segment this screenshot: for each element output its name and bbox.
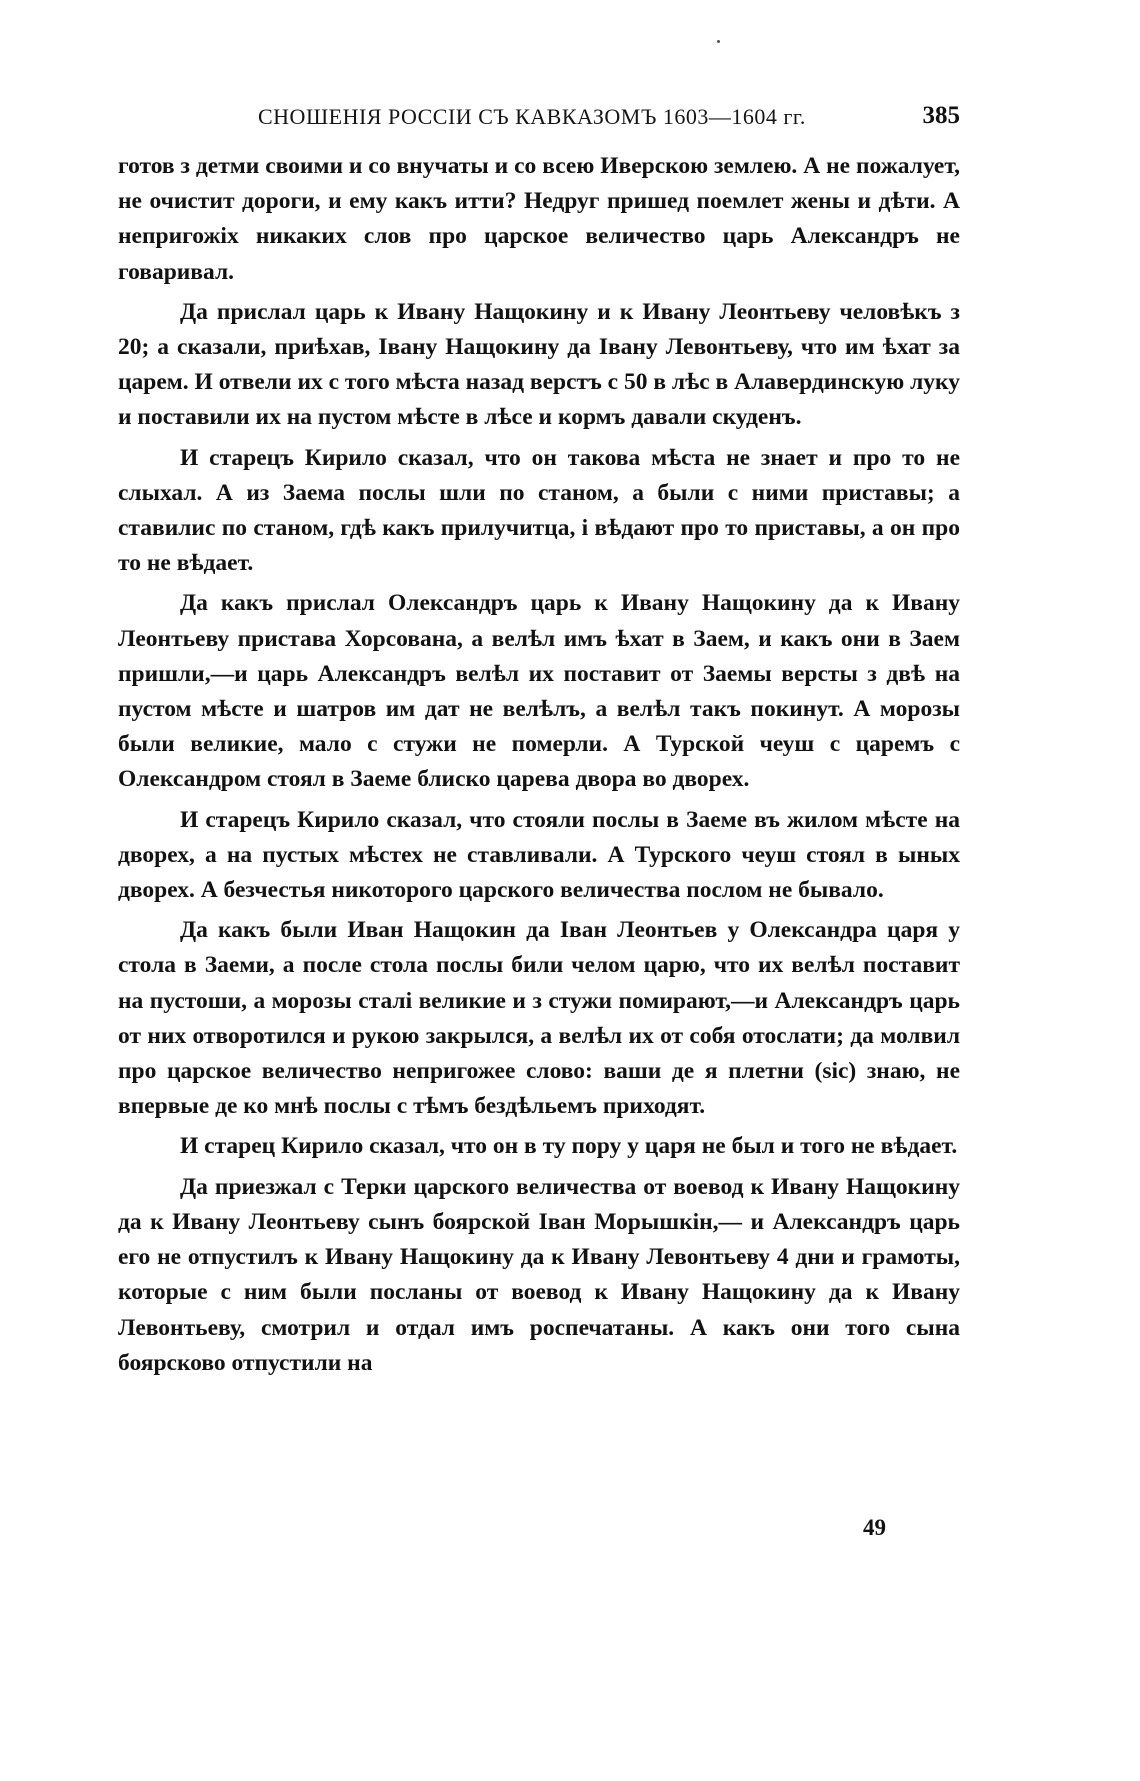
running-title: СНОШЕНІЯ РОССІИ СЪ КАВКАЗОМЪ 1603—1604 гг. [258, 104, 806, 129]
paragraph-5: И старецъ Кирило сказал, что стояли послы в Заеме въ жилом мѣсте на дворех, а на пустых мѣстех не ставливали. А Турского чеуш стоял в ыных дворех. А безчестья никоторого царского величества послом не бывало. [118, 806, 960, 904]
paragraph-6: Да какъ были Иван Нащокин да Іван Леонтьев у Олександра царя у стола в Заеми, а после стола послы били челом царю, что их велѣл поставит на пустоши, а морозы сталі великие и з стужи помирают,—и Александръ царь от них отворотился и рукою закрылся, а велѣл их от собя отослати; да молвил про царское величество непригожее слово: ваши де я плетни (sic) знаю, не впервые де ко мнѣ послы с тѣмъ бездѣльемъ приходят. [118, 917, 960, 1120]
paragraph-3: И старецъ Кирило сказал, что он такова мѣста не знает и про то не слыхал. А из Заема послы шли по станом, а были с ними приставы; а ставилис по станом, гдѣ какъ прилучитца, і вѣдают про то приставы, а он про то не вѣдает. [118, 444, 960, 577]
body-text [118, 149, 960, 1386]
paragraph-1: готов з детми своими и со внучаты и со всею Иверскою землею. А не пожалует, не очистит дороги, и ему какъ итти? Недруг пришед поемлет жены и дѣти. А непригожіх никаких слов про царское величество царь Александръ не говаривал. [118, 153, 960, 285]
page-number: 385 [922, 102, 960, 129]
running-head [118, 104, 960, 134]
signature-mark: 49 [863, 1515, 886, 1540]
paragraph-8: Да приезжал с Терки царского величества от воевод к Ивану Нащокину да к Ивану Леонтьеву сынъ боярской Іван Морышкін,— и Александръ царь его не отпустилъ к Ивану Нащокину да к Ивану Левонтьеву 4 дни и грамоты, которые с ним были посланы от воевод к Ивану Нащокину да к Ивану Левонтьеву, смотрил и отдал имъ роспечатаны. А какъ они того сына боярсково отпустили на [118, 1173, 960, 1376]
paragraph-2: Да прислал царь к Ивану Нащокину и к Ивану Леонтьеву человѣкъ з 20; а сказали, приѣхав, Івану Нащокину да Івану Левонтьеву, что им ѣхат за царем. И отвели их с того мѣста назад верстъ с 50 в лѣс в Алавердинскую луку и поставили их на пустом мѣсте в лѣсе и кормъ давали скуденъ. [118, 298, 960, 431]
paper-speck [717, 40, 720, 43]
paragraph-4: Да какъ прислал Олександръ царь к Ивану Нащокину да к Ивану Леонтьеву пристава Хорсована, а велѣл имъ ѣхат в Заем, и какъ они в Заем пришли,—и царь Александръ велѣл их поставит от Заемы версты з двѣ на пустом мѣсте и шатров им дат не велѣлъ, а велѣл такъ покинут. А морозы были великие, мало с стужи не померли. А Турской чеуш с царемъ с Олександром стоял в Заеме блиско царева двора во дворех. [118, 590, 960, 793]
paragraph-7: И старец Кирило сказал, что он в ту пору у царя не был и того не вѣдает. [180, 1133, 958, 1160]
